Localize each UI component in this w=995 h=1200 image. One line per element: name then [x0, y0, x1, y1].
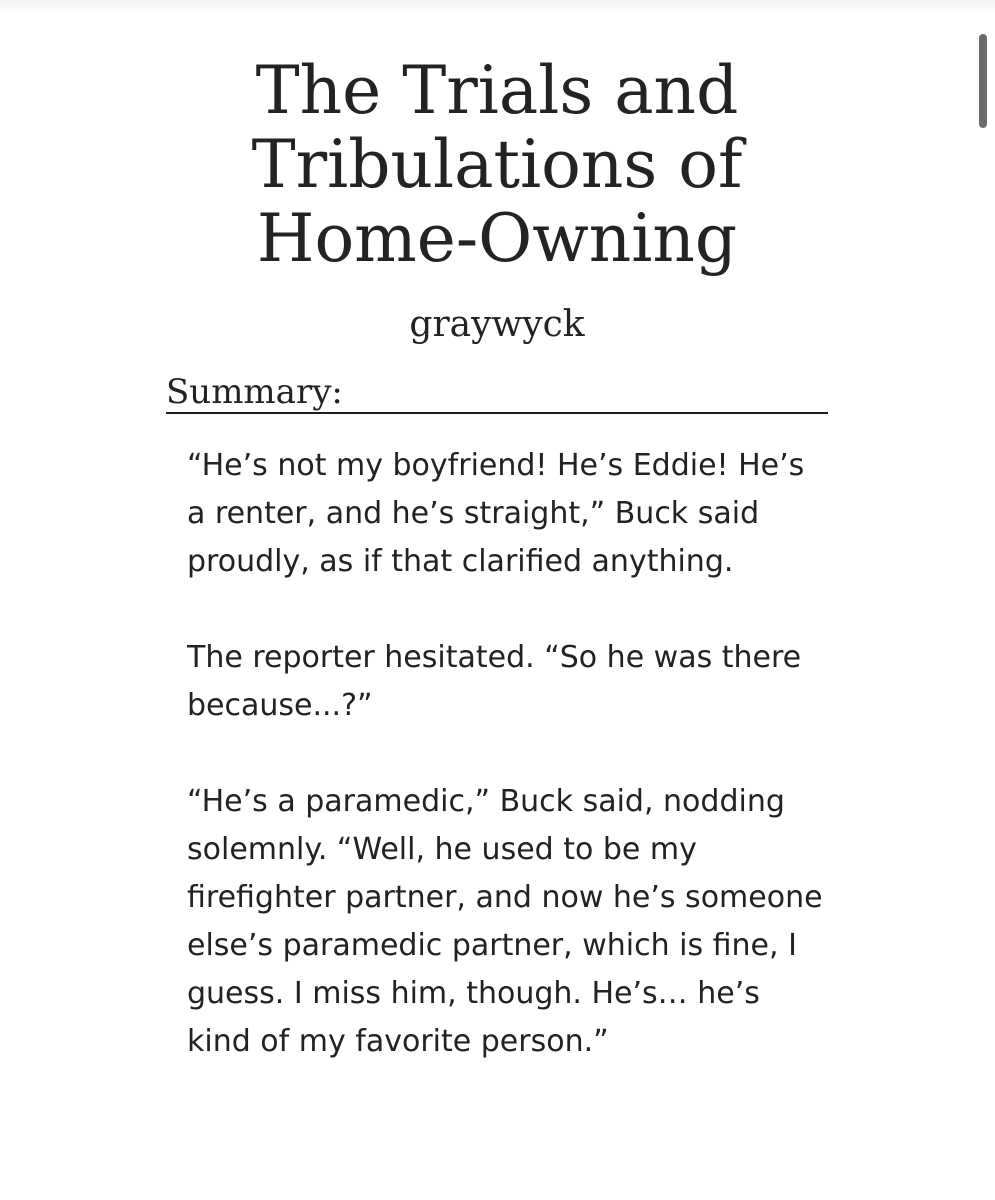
summary-text: [187, 442, 827, 1114]
vertical-scrollbar[interactable]: [979, 34, 987, 128]
top-edge-shadow: [0, 0, 995, 14]
work-title: The Trials and Tribulations of Home-Owning: [251, 52, 743, 277]
author-link[interactable]: graywyck: [409, 304, 585, 345]
summary-paragraph: “He’s a paramedic,” Buck said, nodding solemnly. “Well, he used to be my firefighter partner, and now he’s someone else’s paramedic partner, which is fine, I guess. I miss him, though. He’s… he’s kind of my favorite person.”: [187, 784, 823, 1059]
summary-paragraph: “He’s not my boyfriend! He’s Eddie! He’s a renter, and he’s straight,” Buck said proudly, as if that clarified anything.: [187, 448, 805, 579]
summary-heading: Summary:: [166, 364, 828, 414]
summary-paragraph: The reporter hesitated. “So he was there because...?”: [187, 640, 802, 723]
